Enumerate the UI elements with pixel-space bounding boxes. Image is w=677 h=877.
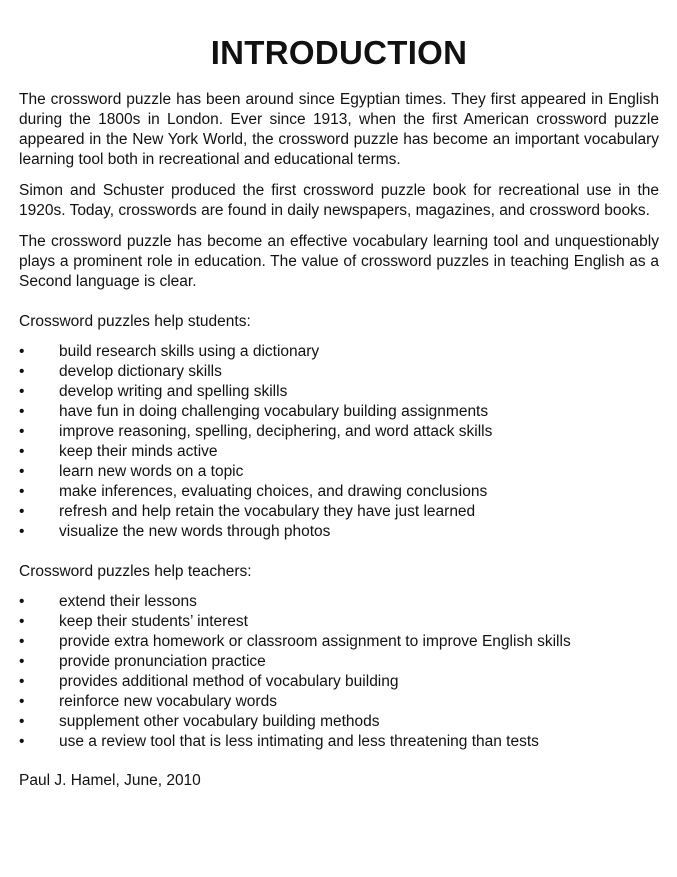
intro-paragraph-3: The crossword puzzle has become an effective vocabulary learning tool and unquestionably plays a prominent role in education. The value of crossword puzzles in teaching English as a Second language is clear.	[19, 233, 659, 290]
list-item	[19, 402, 659, 422]
list-item-text: improve reasoning, spelling, deciphering, and word attack skills	[59, 423, 493, 440]
students-list	[19, 342, 659, 542]
list-item	[19, 362, 659, 382]
list-item	[19, 672, 659, 692]
document-body	[19, 90, 659, 791]
list-item-text: develop dictionary skills	[59, 363, 222, 380]
list-item	[19, 382, 659, 402]
list-item	[19, 342, 659, 362]
list-item-text: reinforce new vocabulary words	[59, 693, 277, 710]
bullet-icon: •	[19, 523, 25, 540]
list-item	[19, 422, 659, 442]
list-item-text: provides additional method of vocabulary building	[59, 673, 399, 690]
list-item	[19, 732, 659, 752]
list-item	[19, 652, 659, 672]
bullet-icon: •	[19, 363, 25, 380]
teachers-list	[19, 592, 659, 752]
list-item	[19, 442, 659, 462]
bullet-icon: •	[19, 693, 25, 710]
bullet-icon: •	[19, 633, 25, 650]
bullet-icon: •	[19, 713, 25, 730]
bullet-icon: •	[19, 503, 25, 520]
intro-paragraph-2: Simon and Schuster produced the first crossword puzzle book for recreational use in the 1920s. Today, crosswords are found in daily newspapers, magazines, and crossword books.	[19, 182, 659, 219]
list-item	[19, 482, 659, 502]
list-item-text: extend their lessons	[59, 593, 197, 610]
list-item	[19, 712, 659, 732]
list-item	[19, 632, 659, 652]
list-item	[19, 502, 659, 522]
teachers-section-label: Crossword puzzles help teachers:	[19, 563, 252, 580]
list-item	[19, 462, 659, 482]
list-item-text: provide extra homework or classroom assignment to improve English skills	[59, 633, 571, 650]
list-item-text: keep their students’ interest	[59, 613, 248, 630]
bullet-icon: •	[19, 483, 25, 500]
list-item	[19, 522, 659, 542]
list-item-text: build research skills using a dictionary	[59, 343, 320, 360]
bullet-icon: •	[19, 673, 25, 690]
list-item-text: refresh and help retain the vocabulary they have just learned	[59, 503, 476, 520]
bullet-icon: •	[19, 443, 25, 460]
list-item	[19, 592, 659, 612]
list-item-text: supplement other vocabulary building methods	[59, 713, 380, 730]
list-item-text: use a review tool that is less intimating and less threatening than tests	[59, 733, 539, 750]
intro-paragraph-1: The crossword puzzle has been around since Egyptian times. They first appeared in English during the 1800s in London. Ever since 1913, when the first American crossword puzzle appeared in the New York World, the crossword puzzle has become an important vocabulary learning tool both in recreational and educational terms.	[19, 91, 659, 168]
list-item-text: provide pronunciation practice	[59, 653, 266, 670]
list-item	[19, 692, 659, 712]
students-section-label: Crossword puzzles help students:	[19, 313, 251, 330]
bullet-icon: •	[19, 593, 25, 610]
bullet-icon: •	[19, 463, 25, 480]
bullet-icon: •	[19, 343, 25, 360]
bullet-icon: •	[19, 613, 25, 630]
bullet-icon: •	[19, 403, 25, 420]
list-item-text: develop writing and spelling skills	[59, 383, 288, 400]
bullet-icon: •	[19, 653, 25, 670]
list-item-text: visualize the new words through photos	[59, 523, 331, 540]
author-signature: Paul J. Hamel, June, 2010	[19, 772, 201, 789]
list-item-text: keep their minds active	[59, 443, 218, 460]
bullet-icon: •	[19, 733, 25, 750]
list-item-text: learn new words on a topic	[59, 463, 244, 480]
list-item-text: make inferences, evaluating choices, and drawing conclusions	[59, 483, 488, 500]
list-item-text: have fun in doing challenging vocabulary building assignments	[59, 403, 489, 420]
bullet-icon: •	[19, 383, 25, 400]
page-title: INTRODUCTION	[210, 34, 468, 71]
bullet-icon: •	[19, 423, 25, 440]
list-item	[19, 612, 659, 632]
